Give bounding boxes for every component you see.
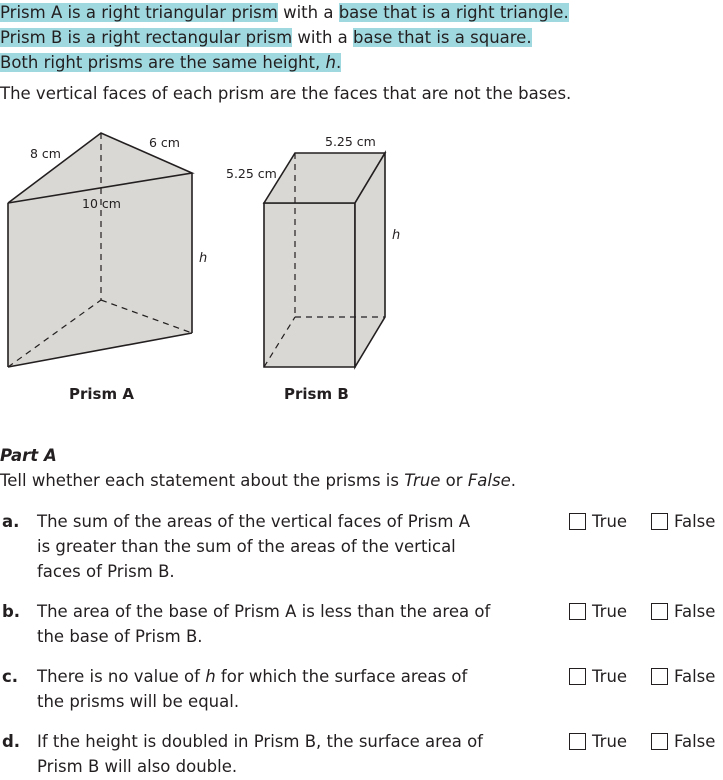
intro-text-plain: Both right prisms are the same height, [0, 53, 326, 72]
true-label: True [592, 732, 628, 751]
statement-line: There is no value of h for which the surface areas of [37, 667, 468, 686]
statement-line: Prism B will also double. [37, 757, 238, 776]
statement-a-true-option[interactable] [569, 509, 627, 534]
statement-c-false-option[interactable] [651, 664, 715, 689]
height-variable: h [325, 53, 336, 72]
prism-b-drawing [226, 134, 400, 367]
statement-line: The sum of the areas of the vertical faces of Prism A [37, 512, 471, 531]
false-checkbox[interactable] [651, 513, 668, 530]
intro-text-plain: with a [292, 28, 354, 47]
statement-b-true-option[interactable] [569, 599, 627, 624]
intro-text-plain: . [335, 53, 342, 72]
instruction-true: True [404, 471, 441, 490]
highlight: Prism B is a right rectangular prism [0, 28, 293, 47]
statement-text [37, 729, 483, 779]
statement-letter: c. [2, 667, 19, 686]
prism-a-label-h: h [199, 251, 208, 266]
height-variable: h [205, 667, 216, 686]
statement-letter: b. [2, 602, 21, 621]
instruction-text: Tell whether each statement about the prisms is [0, 471, 405, 490]
statement-text [37, 664, 467, 714]
prism-b-label-top: 5.25 cm [325, 134, 376, 149]
false-checkbox[interactable] [651, 603, 668, 620]
false-label: False [674, 667, 716, 686]
prism-a-drawing [8, 133, 207, 367]
statement-line: faces of Prism B. [37, 562, 175, 581]
true-checkbox[interactable] [569, 603, 586, 620]
intro-line-3 [0, 50, 569, 75]
false-label: False [674, 512, 716, 531]
statement-line: The area of the base of Prism A is less than the area of [37, 602, 491, 621]
highlight [0, 53, 341, 72]
prism-a-label-10cm: 10 cm [82, 196, 121, 211]
statement-a-false-option[interactable] [651, 509, 715, 534]
prism-b-label-h: h [392, 228, 401, 243]
part-a-instruction [0, 471, 516, 490]
part-a-heading: Part A [0, 446, 57, 465]
statement-d-true-option[interactable] [569, 729, 627, 754]
highlight: base that is a square. [353, 28, 532, 47]
statement-text [37, 509, 470, 584]
intro-text [0, 0, 569, 75]
true-checkbox[interactable] [569, 513, 586, 530]
prism-a-label-8cm: 8 cm [30, 146, 61, 161]
true-label: True [592, 602, 628, 621]
statement-letter: a. [2, 512, 20, 531]
vertical-faces-note: The vertical faces of each prism are the faces that are not the bases. [0, 84, 572, 103]
false-label: False [674, 732, 716, 751]
prism-b-label-side: 5.25 cm [226, 166, 277, 181]
instruction-false: False [467, 471, 511, 490]
true-label: True [592, 667, 628, 686]
statement-letter: d. [2, 732, 21, 751]
statement-line: the prisms will be equal. [37, 692, 240, 711]
statement-text [37, 599, 490, 649]
intro-line-1 [0, 0, 569, 25]
statement-b-false-option[interactable] [651, 599, 715, 624]
false-checkbox[interactable] [651, 668, 668, 685]
prism-a-label-6cm: 6 cm [149, 135, 180, 150]
highlight: Prism A is a right triangular prism [0, 3, 278, 22]
statement-line: the base of Prism B. [37, 627, 203, 646]
false-checkbox[interactable] [651, 733, 668, 750]
highlight: base that is a right triangle. [338, 3, 569, 22]
statement-d-false-option[interactable] [651, 729, 715, 754]
prisms-figure [0, 120, 440, 385]
true-checkbox[interactable] [569, 668, 586, 685]
prism-a-caption: Prism A [69, 385, 134, 403]
prism-b-front-face [264, 203, 355, 367]
statement-c-true-option[interactable] [569, 664, 627, 689]
intro-text-plain: with a [277, 3, 339, 22]
instruction-text: or [440, 471, 468, 490]
intro-line-2 [0, 25, 569, 50]
false-label: False [674, 602, 716, 621]
statement-line: If the height is doubled in Prism B, the surface area of [37, 732, 483, 751]
instruction-text: . [510, 471, 516, 490]
prism-b-caption: Prism B [284, 385, 349, 403]
statement-line: is greater than the sum of the areas of the vertical [37, 537, 456, 556]
true-label: True [592, 512, 628, 531]
true-checkbox[interactable] [569, 733, 586, 750]
